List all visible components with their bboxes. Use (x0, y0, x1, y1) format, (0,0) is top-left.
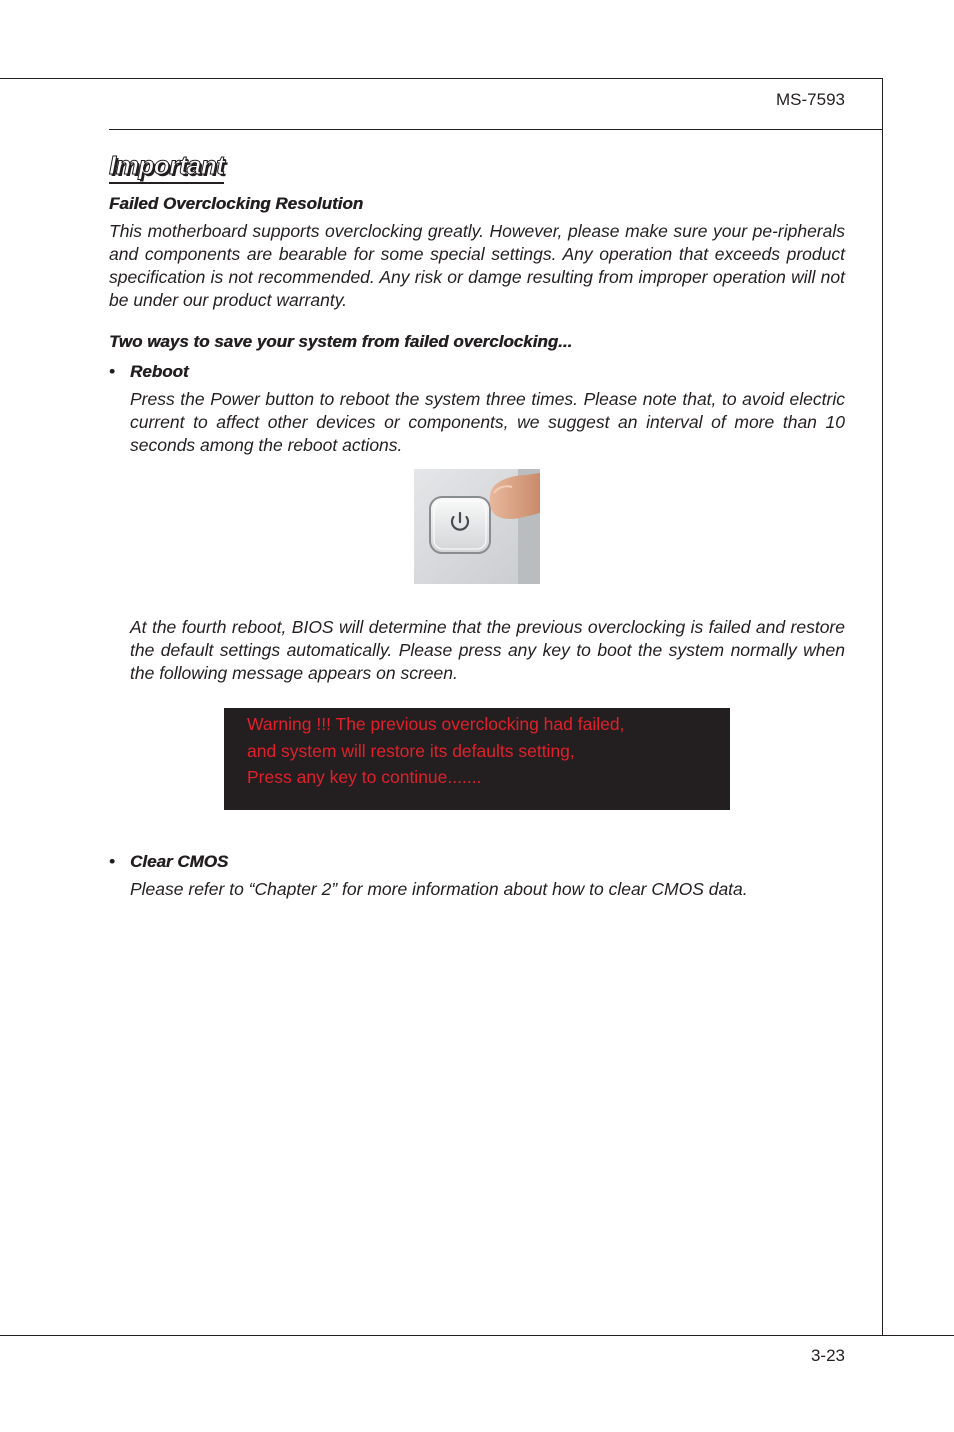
warning-line-1: Warning !!! The previous overclocking had failed, (247, 714, 625, 734)
fourth-reboot-text: At the fourth reboot, BIOS will determine that the previous overclocking is failed and restore the default settings automatically. Please press any key to boot the system normally when the following message appears on screen. (130, 617, 845, 683)
failed-overclocking-heading: Failed Overclocking Resolution (109, 194, 364, 213)
reboot-bullet (109, 362, 845, 382)
clear-cmos-section (109, 842, 845, 901)
important-section (109, 148, 845, 457)
power-button-photo (414, 469, 540, 584)
two-ways-heading: Two ways to save your system from failed overclocking... (109, 332, 573, 351)
clear-cmos-label: Clear CMOS (130, 852, 229, 871)
top-rule (0, 78, 883, 79)
reboot-label: Reboot (130, 362, 189, 381)
right-rule (882, 78, 883, 1335)
warning-line-3: Press any key to continue....... (247, 767, 482, 787)
reboot-text: Press the Power button to reboot the system three times. Please note that, to avoid electric current to affect other devices or components, we suggest an interval of more than 10 seconds among the reboot actions. (130, 389, 845, 455)
clear-cmos-text: Please refer to “Chapter 2” for more information about how to clear CMOS data. (130, 879, 748, 899)
bios-warning-screen (224, 708, 730, 810)
warning-line-2: and system will restore its defaults setting, (247, 740, 575, 761)
bullet-dot: • (109, 852, 115, 871)
power-button-icon (414, 469, 540, 584)
page-number: 3-23 (810, 1346, 845, 1365)
failed-overclocking-text: This motherboard supports overclocking greatly. However, please make sure your pe-ripherals and components are bearable for some special settings. Any operation that exceeds product specification is not recommended. Any risk or damge resulting from improper operation will not be under our product warranty. (109, 221, 845, 310)
bottom-rule (0, 1335, 954, 1336)
clear-cmos-bullet (109, 852, 845, 872)
bullet-dot: • (109, 362, 115, 381)
important-title: Important (109, 148, 224, 184)
header-rule (109, 129, 883, 130)
model-number: MS-7593 (776, 90, 845, 109)
